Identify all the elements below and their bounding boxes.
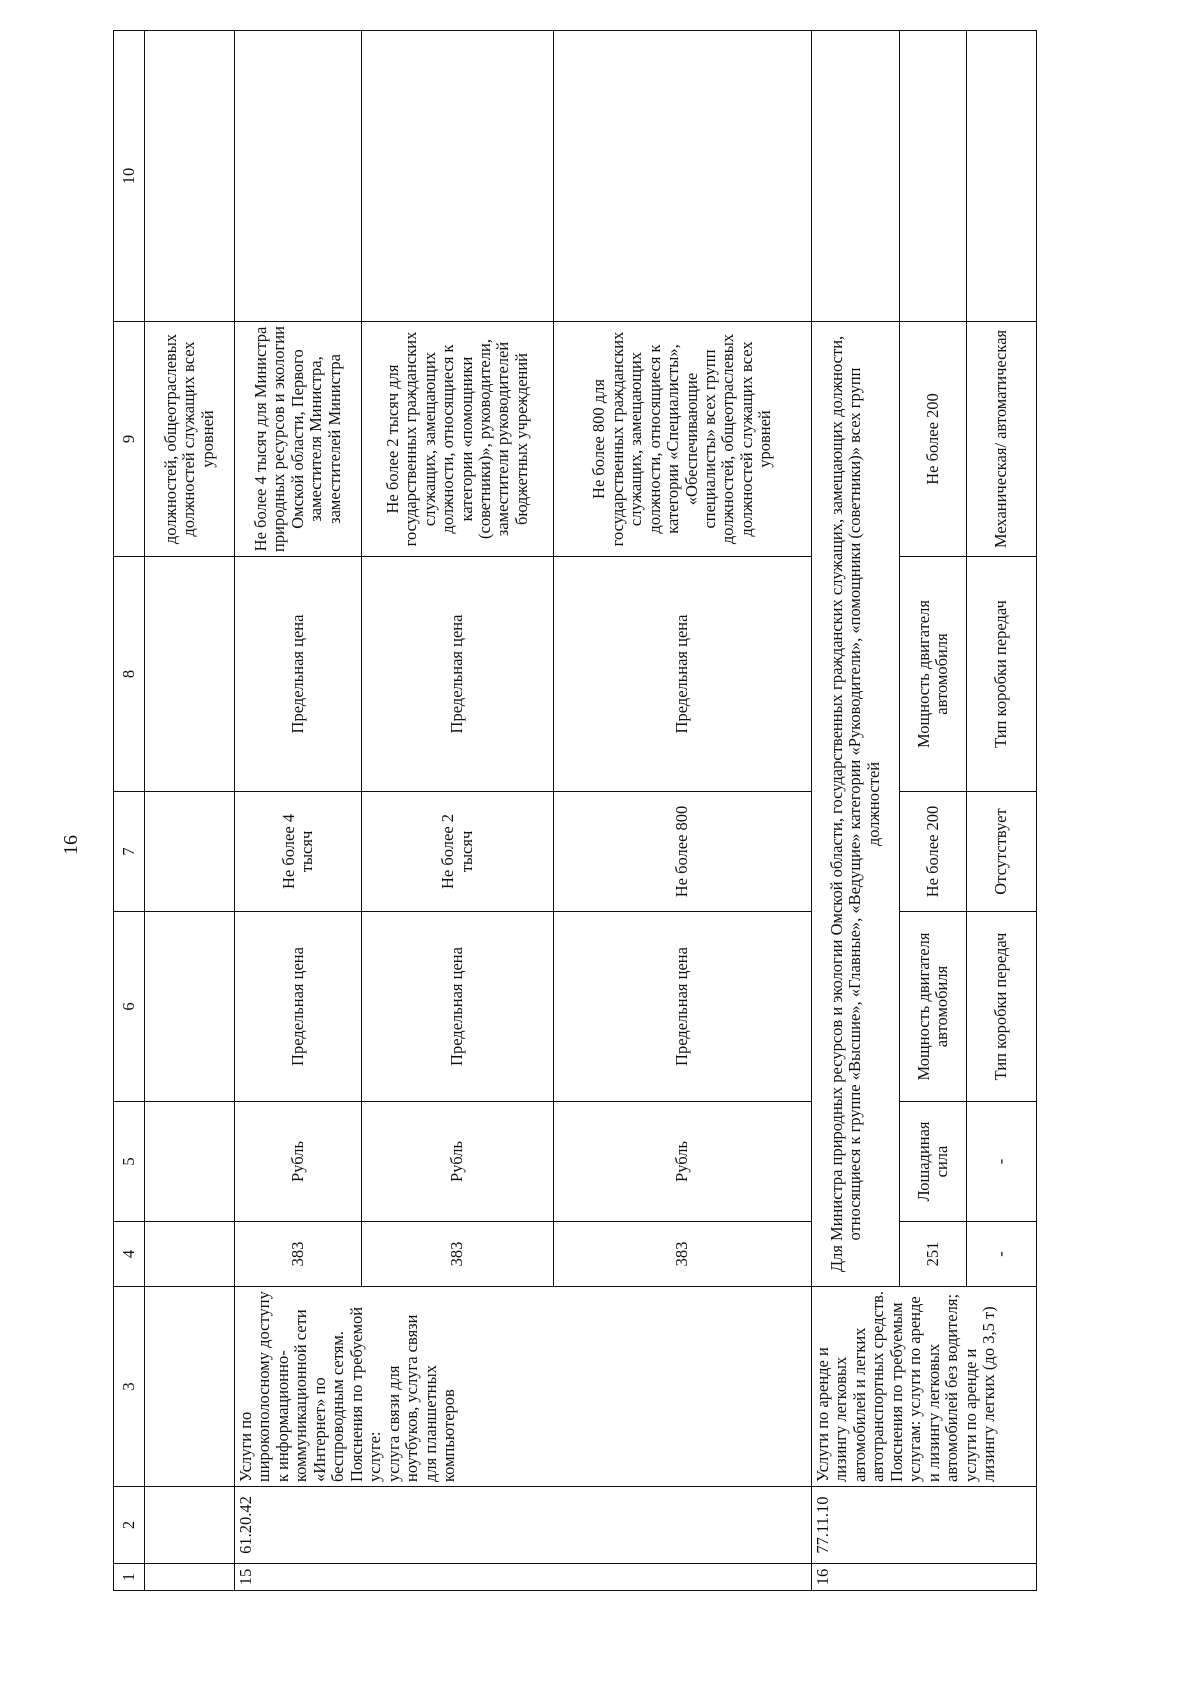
- table-row: [812, 31, 900, 1591]
- row-number: 16: [812, 1564, 1037, 1591]
- characteristic-value: Не более 800 для государственных гражданских служащих, замещающих должности, относящиеся к категории «Специалисты», «Обеспечивающие специалисты» всех групп должностей, общеотраслевых должностей служащих всех уровней: [554, 322, 812, 557]
- continued-row: [145, 31, 235, 1591]
- characteristic: Предельная цена: [554, 912, 812, 1102]
- characteristic: Тип коробки передач: [967, 912, 1037, 1102]
- characteristic: Предельная цена: [235, 912, 362, 1102]
- unit-name: Рубль: [554, 1102, 812, 1222]
- characteristic-value: Не более 200: [900, 322, 967, 557]
- characteristic: Тип коробки передач: [967, 557, 1037, 792]
- justification: [235, 31, 362, 322]
- characteristic-value: Не более 2 тысяч для государственных гражданских служащих, замещающих должности, относящиеся к категории «помощники (советники)», руководители, заместители руководителей бюджетных учреждений: [362, 322, 554, 557]
- characteristic-value: Не более 800: [554, 792, 812, 912]
- characteristic-value: Не более 2 тысяч: [362, 792, 554, 912]
- okpd-code: 77.11.10: [812, 1487, 1037, 1564]
- characteristic-value: Механическая/ автоматическая: [967, 322, 1037, 557]
- rotated-table-container: [113, 31, 1113, 1591]
- characteristic: Предельная цена: [362, 912, 554, 1102]
- header-cell: 4: [114, 1222, 145, 1287]
- unit-name: Лошадиная сила: [900, 1102, 967, 1222]
- row-number: 15: [235, 1564, 812, 1591]
- header-row: [114, 31, 145, 1591]
- header-cell: 10: [114, 31, 145, 322]
- characteristic: Предельная цена: [554, 557, 812, 792]
- header-cell: 3: [114, 1287, 145, 1487]
- unit-name: -: [967, 1102, 1037, 1222]
- characteristic-value: Не более 4 тысяч для Министра природных ресурсов и экологии Омской области, Первого заместителя Министра, заместителей Министра: [235, 322, 362, 557]
- service-description: Услуги по широкополосному доступу к информационно-коммуникационной сети «Интернет» по беспроводным сетям. Пояснения по требуемой услуге: услуга связи для ноутбуков, услуга связи для планшетных компьютеров: [235, 1287, 812, 1487]
- characteristic: Предельная цена: [362, 557, 554, 792]
- unit-name: Рубль: [362, 1102, 554, 1222]
- header-cell: 6: [114, 912, 145, 1102]
- header-cell: 9: [114, 322, 145, 557]
- header-cell: 5: [114, 1102, 145, 1222]
- service-description: Услуги по аренде и лизингу легковых автомобилей и легких автотранспортных средств. Пояснения по требуемым услугам: услуги по аренде и лизингу легковых автомобилей без водителя; услуги по аренде и лизингу легких (до 3,5 т): [812, 1287, 1037, 1487]
- characteristic-value: Не более 200: [900, 792, 967, 912]
- okei-code: 251: [900, 1222, 967, 1287]
- okei-code: 383: [554, 1222, 812, 1287]
- justification: [554, 31, 812, 322]
- characteristic: Мощность двигателя автомобиля: [900, 557, 967, 792]
- justification: [900, 31, 967, 322]
- okei-code: 383: [362, 1222, 554, 1287]
- page-number: 16: [60, 835, 82, 855]
- characteristic: Предельная цена: [235, 557, 362, 792]
- continued-value: должностей, общеотраслевых должностей служащих всех уровней: [145, 322, 235, 557]
- justification: [967, 31, 1037, 322]
- justification: [362, 31, 554, 322]
- unit-name: Рубль: [235, 1102, 362, 1222]
- header-cell: 7: [114, 792, 145, 912]
- characteristic-value: Не более 4 тысяч: [235, 792, 362, 912]
- category-note: Для Министра природных ресурсов и экологии Омской области, государственных гражданских служащих, замещающих должности, относящиеся к группе «Высшие», «Главные», «Ведущие» категории «Руководители», «помощники (советники)» всех групп должностей: [812, 322, 900, 1287]
- header-cell: 8: [114, 557, 145, 792]
- table-row: [235, 31, 362, 1591]
- header-cell: 2: [114, 1487, 145, 1564]
- okpd-code: 61.20.42: [235, 1487, 812, 1564]
- requirements-table: [113, 30, 1037, 1591]
- header-cell: 1: [114, 1564, 145, 1591]
- characteristic-value: Отсутствует: [967, 792, 1037, 912]
- characteristic: Мощность двигателя автомобиля: [900, 912, 967, 1102]
- okei-code: 383: [235, 1222, 362, 1287]
- okei-code: -: [967, 1222, 1037, 1287]
